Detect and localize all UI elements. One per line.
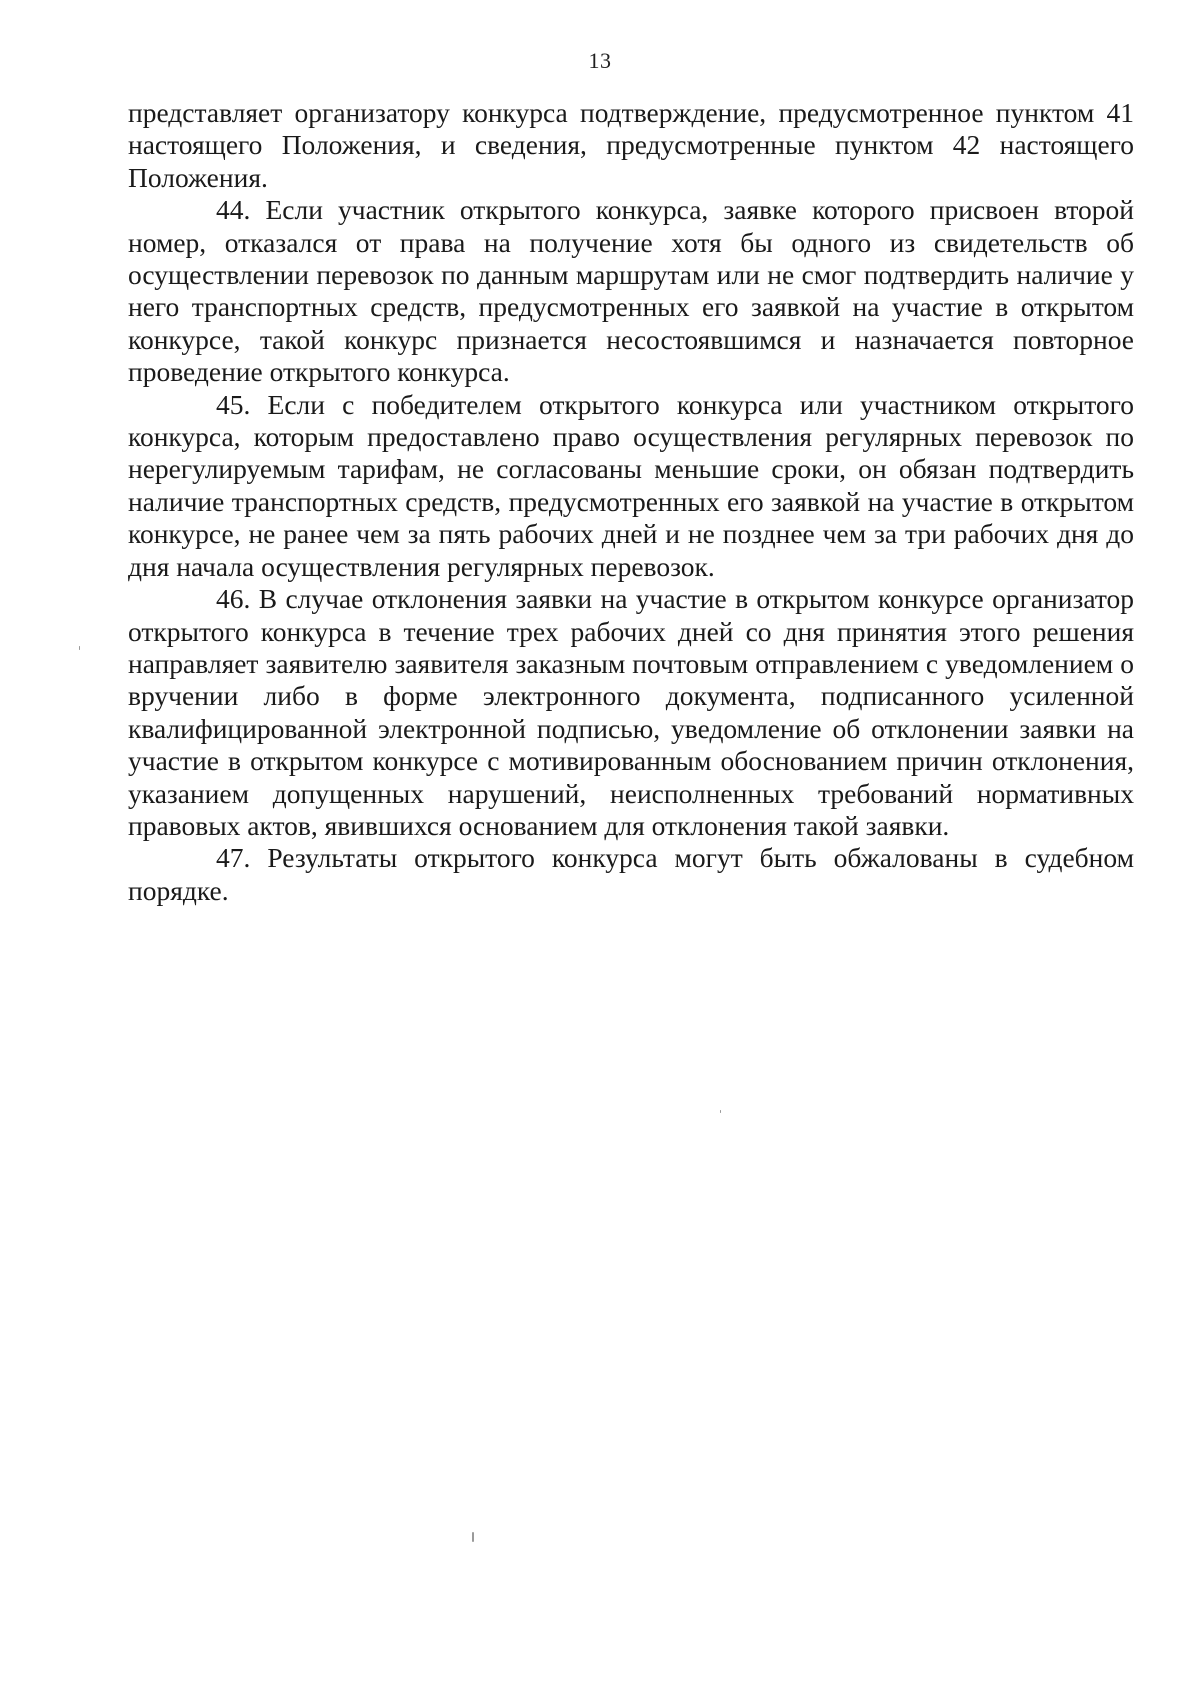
paragraph-44: 44. Если участник открытого конкурса, заявке которого присвоен второй номер, отказался от права на получение хотя бы одного из свидетельств об осуществлении перевозок по данным маршрутам или не смог подтвердить наличие у него транспортных средств, предусмотренных его заявкой на участие в открытом конкурсе, такой конкурс признается несостоявшимся и назначается повторное проведение открытого конкурса. — [128, 194, 1134, 388]
paragraph-46: 46. В случае отклонения заявки на участие в открытом конкурсе организатор открытого конкурса в течение трех рабочих дней со дня принятия этого решения направляет заявителю заявителя заказным почтовым отправлением с уведомлением о вручении либо в форме электронного документа, подписанного усиленной квалифицированной электронной подписью, уведомление об отклонении заявки на участие в открытом конкурсе с мотивированным обоснованием причин отклонения, указанием допущенных нарушений, неисполненных требований нормативных правовых актов, явившихся основанием для отклонения такой заявки. — [128, 583, 1134, 841]
paragraph-45: 45. Если с победителем открытого конкурса или участником открытого конкурса, которым предоставлено право осуществления регулярных перевозок по нерегулируемым тарифам, не согласованы меньшие сроки, он обязан подтвердить наличие транспортных средств, предусмотренных его заявкой на участие в открытом конкурсе, не ранее чем за пять рабочих дней и не позднее чем за три рабочих дня до дня начала осуществления регулярных перевозок. — [128, 388, 1134, 582]
scan-speck — [472, 1532, 474, 1542]
page-number: 13 — [588, 48, 612, 73]
paragraph-47: 47. Результаты открытого конкурса могут быть обжалованы в судебном порядке. — [128, 842, 1134, 906]
scan-speck — [79, 646, 80, 650]
scan-speck — [720, 1110, 721, 1113]
document-body — [128, 97, 1134, 907]
paragraph-continuation: представляет организатору конкурса подтверждение, предусмотренное пунктом 41 настоящего Положения, и сведения, предусмотренные пунктом 42 настоящего Положения. — [128, 97, 1134, 193]
